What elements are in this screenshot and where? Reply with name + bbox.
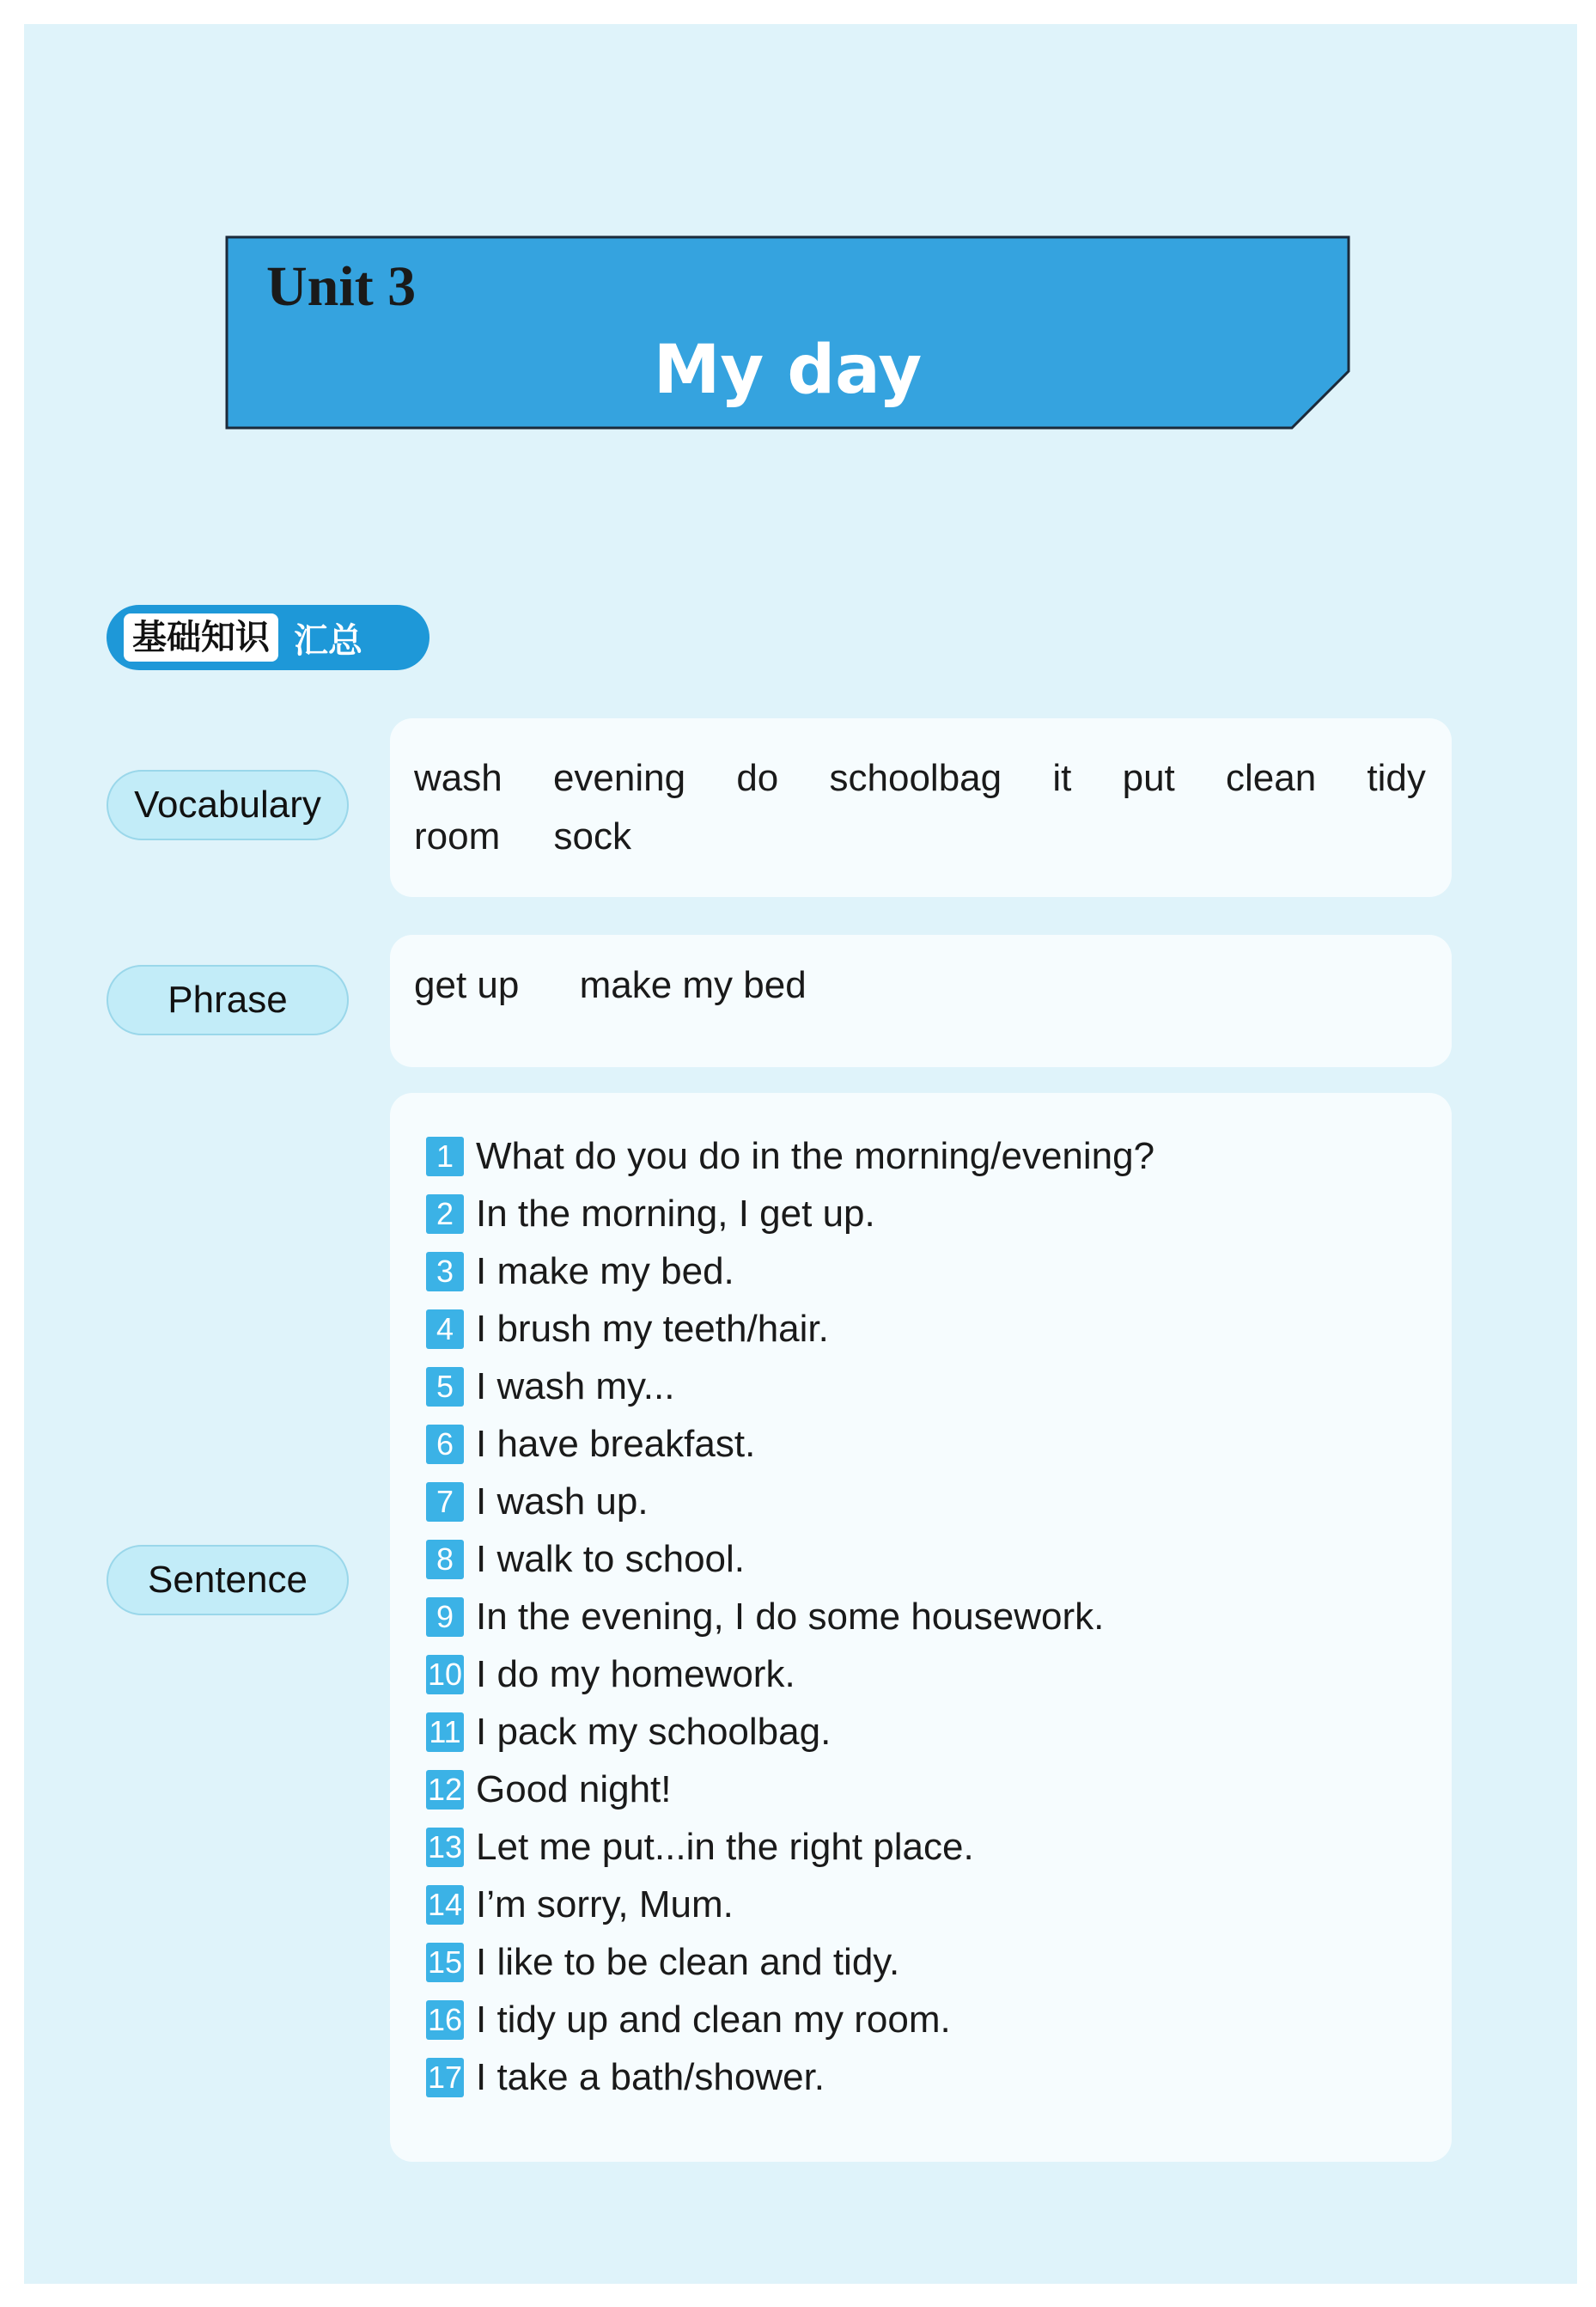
sentence-text: I wash my... <box>476 1364 675 1407</box>
section-tag <box>107 605 429 670</box>
sentence-card <box>390 1093 1452 2162</box>
sentence-item <box>426 1933 1452 1991</box>
vocab-word: clean <box>1226 757 1317 799</box>
sentence-item <box>426 1991 1452 2048</box>
vocab-word: do <box>736 757 779 799</box>
sentence-item <box>426 1588 1452 1645</box>
page <box>24 24 1577 2284</box>
vocabulary-label: Vocabulary <box>107 770 349 840</box>
sentence-text: I wash up. <box>476 1480 649 1523</box>
vocab-word: sock <box>553 815 631 857</box>
vocab-word: tidy <box>1367 757 1426 799</box>
sentence-item <box>426 1185 1452 1242</box>
sentence-list <box>390 1093 1452 2106</box>
sentence-item <box>426 1876 1452 1933</box>
sentence-text: I walk to school. <box>476 1537 746 1580</box>
phrase-card <box>390 935 1452 1067</box>
sentence-item <box>426 1818 1452 1876</box>
sentence-text: I have breakfast. <box>476 1422 756 1465</box>
sentence-number: 2 <box>426 1194 464 1234</box>
sentence-label: Sentence <box>107 1545 349 1615</box>
vocab-word: it <box>1052 757 1072 799</box>
sentence-text: In the evening, I do some housework. <box>476 1595 1105 1638</box>
sentence-number: 16 <box>426 2000 464 2040</box>
sentence-number: 9 <box>426 1597 464 1637</box>
sentence-item <box>426 1127 1452 1185</box>
sentence-number: 1 <box>426 1137 464 1176</box>
sentence-number: 3 <box>426 1252 464 1291</box>
sentence-number: 7 <box>426 1482 464 1522</box>
sentence-item <box>426 1415 1452 1473</box>
sentence-text: In the morning, I get up. <box>476 1192 875 1235</box>
vocab-word: wash <box>414 757 503 799</box>
sentence-text: I like to be clean and tidy. <box>476 1940 900 1983</box>
sentence-number: 5 <box>426 1367 464 1407</box>
sentence-number: 11 <box>426 1712 464 1752</box>
sentence-number: 13 <box>426 1828 464 1867</box>
vocab-word: put <box>1122 757 1175 799</box>
sentence-text: Let me put...in the right place. <box>476 1825 974 1868</box>
sentence-item <box>426 1761 1452 1818</box>
sentence-number: 12 <box>426 1770 464 1810</box>
vocab-word: room <box>414 815 501 857</box>
sentence-number: 4 <box>426 1309 464 1349</box>
phrase-item: make my bed <box>579 964 807 1006</box>
sentence-item <box>426 1645 1452 1703</box>
unit-banner <box>225 235 1350 430</box>
section-tag-left: 基础知识 <box>124 613 278 662</box>
sentence-number: 6 <box>426 1425 464 1464</box>
sentence-item <box>426 1473 1452 1530</box>
sentence-number: 14 <box>426 1885 464 1925</box>
phrase-label: Phrase <box>107 965 349 1035</box>
sentence-text: I brush my teeth/hair. <box>476 1307 829 1350</box>
sentence-text: I make my bed. <box>476 1249 734 1292</box>
vocabulary-card <box>390 718 1452 897</box>
sentence-text: I pack my schoolbag. <box>476 1710 832 1753</box>
sentence-item <box>426 1530 1452 1588</box>
sentence-text: Good night! <box>476 1767 672 1810</box>
sentence-text: I tidy up and clean my room. <box>476 1998 951 2041</box>
sentence-item <box>426 1703 1452 1761</box>
vocabulary-row-2 <box>414 808 1426 866</box>
sentence-number: 10 <box>426 1655 464 1694</box>
sentence-number: 17 <box>426 2058 464 2097</box>
sentence-item <box>426 1300 1452 1358</box>
sentence-text: What do you do in the morning/evening? <box>476 1134 1155 1177</box>
sentence-text: I do my homework. <box>476 1652 795 1695</box>
sentence-number: 15 <box>426 1943 464 1982</box>
vocab-word: evening <box>552 757 686 799</box>
sentence-item <box>426 1242 1452 1300</box>
section-tag-right: 汇总 <box>294 620 362 661</box>
unit-label: Unit 3 <box>266 255 417 318</box>
sentence-item <box>426 1358 1452 1415</box>
phrase-item: get up <box>414 964 520 1006</box>
unit-title: My day <box>653 332 923 409</box>
sentence-number: 8 <box>426 1540 464 1579</box>
sentence-text: I take a bath/shower. <box>476 2055 825 2098</box>
sentence-text: I’m sorry, Mum. <box>476 1883 734 1926</box>
vocabulary-row-1 <box>414 749 1426 808</box>
sentence-item <box>426 2048 1452 2106</box>
vocab-word: schoolbag <box>829 757 1002 799</box>
